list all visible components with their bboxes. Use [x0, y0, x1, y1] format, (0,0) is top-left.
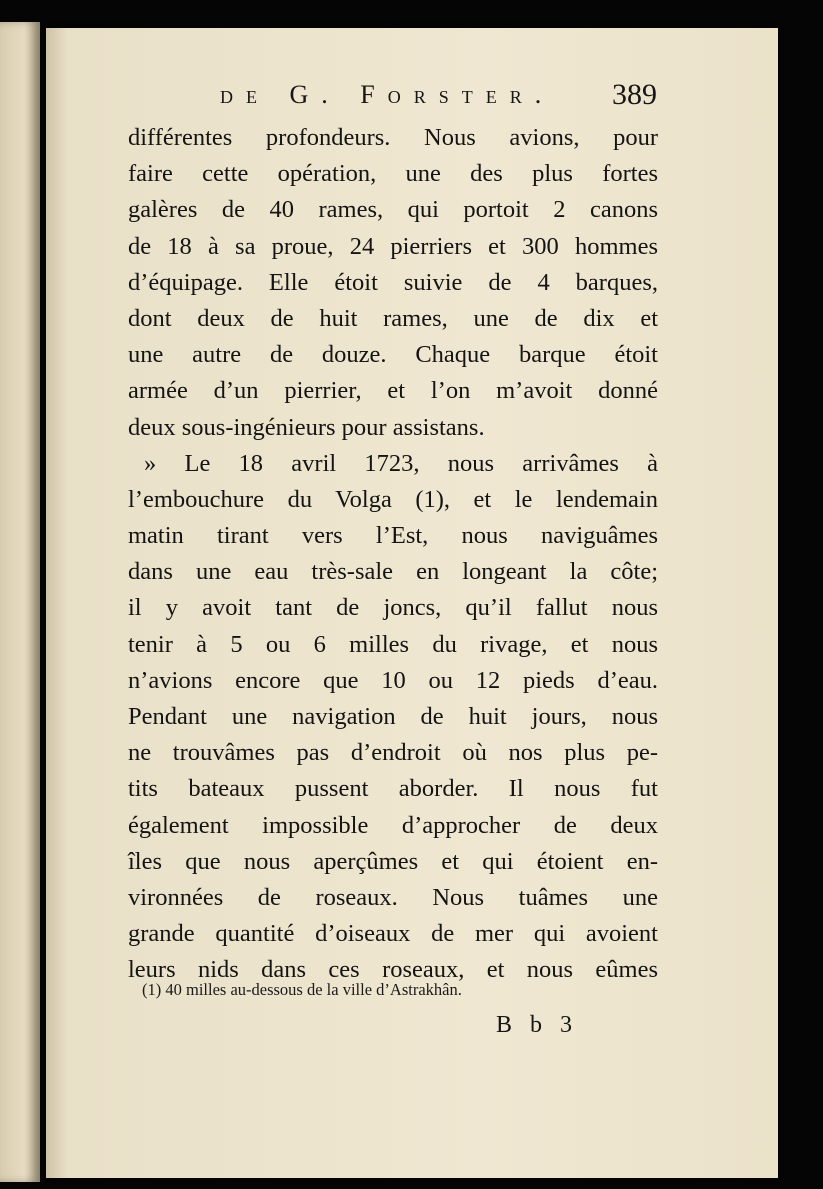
text-line: une autre de douze. Chaque barque étoit	[128, 341, 658, 369]
footnote: (1) 40 milles au-dessous de la ville d’Astrakhân.	[142, 980, 462, 999]
text-line: grande quantité d’oiseaux de mer qui avoient	[128, 920, 658, 948]
text-line: vironnées de roseaux. Nous tuâmes une	[128, 883, 658, 911]
text-line: ne trouvâmes pas d’endroit où nos plus pe-	[128, 739, 658, 767]
text-line: de 18 à sa proue, 24 pierriers et 300 hommes	[128, 232, 658, 260]
running-head-title: de G. Forster.	[220, 80, 555, 109]
previous-page-edge	[0, 22, 40, 1182]
book-page	[46, 28, 778, 1178]
text-line: n’avions encore que 10 ou 12 pieds d’eau.	[128, 666, 658, 694]
text-line: également impossible d’approcher de deux	[128, 811, 658, 839]
text-line: tits bateaux pussent aborder. Il nous fut	[128, 775, 658, 803]
text-line: dont deux de huit rames, une de dix et	[128, 304, 658, 332]
text-line: matin tirant vers l’Est, nous naviguâmes	[128, 522, 658, 550]
text-line: îles que nous aperçûmes et qui étoient en-	[128, 847, 658, 875]
text-line: armée d’un pierrier, et l’on m’avoit donné	[128, 377, 658, 405]
text-line: différentes profondeurs. Nous avions, pour	[128, 124, 658, 151]
text-line: Pendant une navigation de huit jours, nous	[128, 703, 658, 730]
text-line: galères de 40 rames, qui portoit 2 canons	[128, 196, 658, 224]
text-line: deux sous-ingénieurs pour assistans.	[128, 413, 485, 441]
page-number: 389	[612, 78, 657, 111]
text-line: leurs nids dans ces roseaux, et nous eûmes	[128, 956, 658, 984]
text-line: dans une eau très-sale en longeant la côte;	[128, 558, 658, 586]
text-line: » Le 18 avril 1723, nous arrivâmes à	[144, 449, 658, 477]
text-line: l’embouchure du Volga (1), et le lendemain	[128, 485, 658, 513]
running-head	[46, 80, 778, 120]
signature-mark: B b 3	[496, 1012, 579, 1038]
text-line: faire cette opération, une des plus fortes	[128, 160, 658, 188]
text-line: d’équipage. Elle étoit suivie de 4 barques,	[128, 268, 658, 296]
text-line: il y avoit tant de joncs, qu’il fallut nous	[128, 594, 658, 622]
text-line: tenir à 5 ou 6 milles du rivage, et nous	[128, 630, 658, 658]
body-text	[128, 120, 658, 989]
